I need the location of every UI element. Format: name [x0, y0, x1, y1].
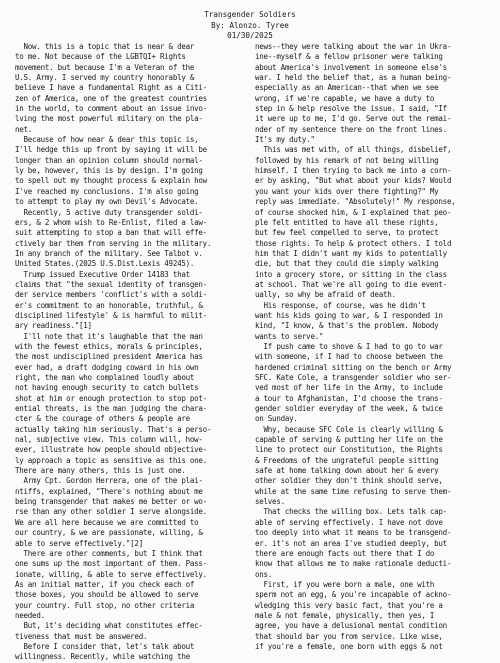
text-line: your country. Full stop, no other criteria — [15, 600, 195, 610]
text-line: ple felt entitled to have all these rights, — [255, 217, 439, 227]
text-line: movement. but because I'm a Veteran of the — [15, 62, 195, 72]
text-line: In any branch of the military. See Talbot v. — [15, 248, 203, 258]
text-line: of course shocked him, & I explained that peo- — [255, 207, 452, 217]
article-body — [0, 42, 500, 662]
text-line: a tour to Afghanistan, I'd choose the trans- — [255, 393, 443, 403]
text-line: disciplined lifestyle' & is harmful to milit- — [15, 310, 207, 320]
text-line: war. I held the belief that, as a human being- — [255, 73, 452, 83]
text-line: male & not female, physically, then yes, I — [255, 610, 435, 620]
text-line: to attempt to play my own Devil's Advocate. — [15, 197, 199, 207]
text-line: United States.(2025 U.S.Dist.Lexis 49245). — [15, 259, 195, 269]
article-byline: By: Alonzo. Tyree — [211, 20, 289, 30]
text-line: rse than any other soldier I serve alongside. — [15, 507, 207, 517]
text-line: lving the most powerful military on the pla- — [15, 114, 203, 124]
text-line: right, the man who complained loudly about — [15, 373, 195, 382]
text-line: safe at home talking down about her & every — [255, 466, 439, 476]
text-line: ionate, willing, & able to serve effectively. — [15, 569, 207, 579]
text-line: die, but that they could die simply walking — [255, 259, 439, 269]
text-line: I'll hedge this up front by saying it will be — [15, 145, 207, 155]
text-line: & Freedoms of the ungrateful people sitting — [255, 455, 439, 465]
text-line: U.S. Army. I served my country honorably & — [15, 73, 195, 83]
text-line: if you're a female, one born with eggs & not — [255, 641, 443, 651]
text-line: ers, & 2 whom wish to Re-Enlist, filed a law- — [15, 217, 207, 227]
text-line: with someone, if I had to choose between the — [255, 352, 443, 362]
text-line: on Sunday. — [255, 414, 298, 424]
text-line: able of serving effectively. I have not dove — [255, 517, 443, 527]
text-line: If push came to shove & I had to go to war — [255, 341, 443, 351]
text-line: know that allows me to make rationale deducti- — [255, 559, 452, 569]
text-line: those boxes, you should be allowed to serve — [15, 590, 199, 600]
text-line: willingness. Recently, while watching the — [15, 652, 190, 662]
text-line: As an initial matter, if you check each of — [15, 579, 195, 589]
text-line: cter & the courage of others & people are — [15, 414, 190, 424]
text-line: ctively bar them from serving in the military. — [15, 238, 212, 248]
text-line: him that I didn't want my kids to potentially — [255, 248, 447, 258]
text-line: to me. Not because of the LGBTQI+ Rights — [15, 52, 186, 62]
text-line: line to protect our Constitution, the Rights — [255, 445, 443, 455]
text-line: followed by his remark of not being willing — [255, 155, 439, 165]
text-line: ntiffs, explained, "There's nothing about me — [15, 486, 203, 496]
text-line: ever had, a draft dodging coward in his own — [15, 362, 199, 372]
text-line: ine--myself & a fellow prisoner were talking — [255, 52, 443, 62]
text-line: ved most of her life in the Army, to include — [255, 383, 443, 393]
text-line: there are enough facts out there that I do — [255, 548, 435, 558]
text-line: selves. — [255, 497, 285, 507]
article-date: 01/30/2025 — [227, 31, 273, 40]
text-line: ly approach a topic as sensitive as this one. — [15, 455, 207, 465]
text-line: tiveness that must be answered. — [15, 631, 148, 641]
text-line: himself. I then trying to back me into a corn- — [255, 166, 452, 176]
text-line: sperm not an egg, & you're incapable of ackno- — [255, 590, 452, 600]
text-line: There are many others, this is just one. — [15, 466, 186, 476]
text-line: der service members 'conflict's with a soldi- — [15, 290, 207, 300]
article-title: Transgender Soldiers — [204, 10, 296, 19]
text-line: ly be, however, this is by design. I'm going — [15, 166, 203, 176]
text-line: especially as an American--that when we see — [255, 83, 439, 93]
text-line: into a grocery store, or sitting in the class — [255, 269, 447, 279]
text-line: our country, & we are passionate, willing, & — [15, 528, 203, 538]
text-line: Because of how near & dear this topic is, — [15, 135, 199, 145]
text-line: news--they were talking about the war in Ukra- — [255, 42, 452, 51]
text-line: That checks the willing box. Lets talk cap- — [255, 507, 447, 517]
text-line: er by asking, "But what about your kids? Would — [255, 176, 452, 186]
text-line: longer than an opinion column should normal- — [15, 155, 203, 165]
article-header — [0, 10, 500, 42]
text-line: First, if you were born a male, one with — [255, 579, 435, 589]
text-line: net. — [15, 124, 33, 134]
text-line: other soldier they don't think should serve, — [255, 476, 443, 486]
text-line: SFC. Kate Cole, a transgender soldier who ser- — [255, 373, 452, 382]
text-line: Before I consider that, let's talk about — [15, 641, 195, 651]
text-line: the most undisciplined president America has — [15, 352, 203, 362]
text-line: zen of America, one of the greatest countries — [15, 93, 207, 103]
text-line: wrong, if we're capable, we have a duty to — [255, 93, 435, 103]
text-line: suit attempting to stop a ban that will effe- — [15, 228, 207, 238]
text-line: step in & help resolve the issue. I said, "If — [255, 104, 447, 114]
text-line: Army Cpt. Gordon Herrera, one of the plai- — [15, 476, 203, 486]
right-column — [255, 42, 495, 651]
text-line: reply was immediate. "Absolutely!" My response, — [255, 197, 456, 207]
text-line: ually, so why be afraid of death. — [255, 290, 396, 300]
text-line: shot at him or enough protection to stop pot- — [15, 393, 207, 403]
text-line: at school. That we're all going to die event- — [255, 279, 447, 289]
text-line: kind, "I know, & that's the problem. Nobody — [255, 321, 439, 331]
text-line: I'll note that it's laughable that the man — [15, 331, 203, 341]
text-line: to spell out my thought process & explain how — [15, 176, 207, 186]
text-line: ever, illustrate how people should objective- — [15, 445, 207, 455]
text-line: one sums up the most important of them. Pass- — [15, 559, 207, 569]
text-line: needed. — [15, 610, 45, 620]
text-line: It's my duty." — [255, 135, 315, 145]
text-line: while at the same time refusing to serve them- — [255, 486, 452, 496]
text-line: want his kids going to war, & I responded in — [255, 310, 443, 320]
text-line: ons. — [255, 569, 273, 579]
text-line: claims that "the sexual identity of transgen- — [15, 279, 207, 289]
text-line: being transgender that makes me better or wo- — [15, 497, 207, 507]
text-line: in the world, to comment about an issue invo- — [15, 104, 207, 114]
text-line: it were up to me, I'd go. Serve out the remai- — [255, 114, 452, 124]
text-line: actually taking him seriously. That's a perso- — [15, 424, 212, 434]
text-line: those rights. To help & protect others. I told — [255, 238, 452, 248]
text-line: er's commitment to an honorable, truthful, & — [15, 300, 203, 310]
text-line: too deeply into what it means to be transgend- — [255, 528, 452, 538]
text-line: able to serve effectively."[2] — [15, 538, 143, 548]
text-line: you want your kids over there fighting?" My — [255, 186, 439, 196]
text-line: But, it's deciding what constitutes effec- — [15, 621, 203, 631]
text-line: nal, subjective view. This column will, how- — [15, 435, 203, 445]
text-line: hardened criminal sitting on the bench or Army — [255, 362, 452, 372]
text-line: gender soldier everyday of the week, & twice — [255, 404, 443, 414]
text-line: that should bar you from service. Like wise, — [255, 631, 443, 641]
text-line: His response, of course, was he didn't — [255, 300, 426, 310]
text-line: Why, because SFC Cole is clearly willing & — [255, 424, 443, 434]
text-line: capable of serving & putting her life on the — [255, 435, 443, 445]
text-line: believe I have a fundamental Right as a Citi- — [15, 83, 207, 93]
text-line: I've reached my conclusions. I'm also going — [15, 186, 199, 196]
text-line: This was met with, of all things, disbelief, — [255, 145, 452, 155]
text-line: Trump issued Executive Order 14183 that — [15, 269, 190, 279]
text-line: agree, you have a delusional mental condition — [255, 621, 447, 631]
text-line: nder of my sentence there on the front lines. — [255, 124, 447, 134]
text-line: wants to serve." — [255, 331, 324, 341]
left-column — [15, 42, 259, 662]
text-line: We are all here because we are committed to — [15, 517, 199, 527]
text-line: wledging this very basic fact, that you're a — [255, 600, 443, 610]
text-line: er. it's not an area I've studied deeply, but — [255, 538, 447, 548]
text-line: ential threats, is the man judging the chara- — [15, 404, 207, 414]
text-line: with the fewest ethics, morals & principles, — [15, 341, 203, 351]
text-line: ary readiness."[1] — [15, 321, 92, 331]
text-line: There are other comments, but I think that — [15, 548, 203, 558]
text-line: Recently, 5 active duty transgender soldi- — [15, 207, 203, 217]
text-line: about America's involvement in someone else's — [255, 62, 447, 72]
text-line: but few feel compelled to serve, to protect — [255, 228, 439, 238]
text-line: not having enough security to catch bullets — [15, 383, 199, 393]
text-line: Now. this is a topic that is near & dear — [15, 42, 195, 51]
